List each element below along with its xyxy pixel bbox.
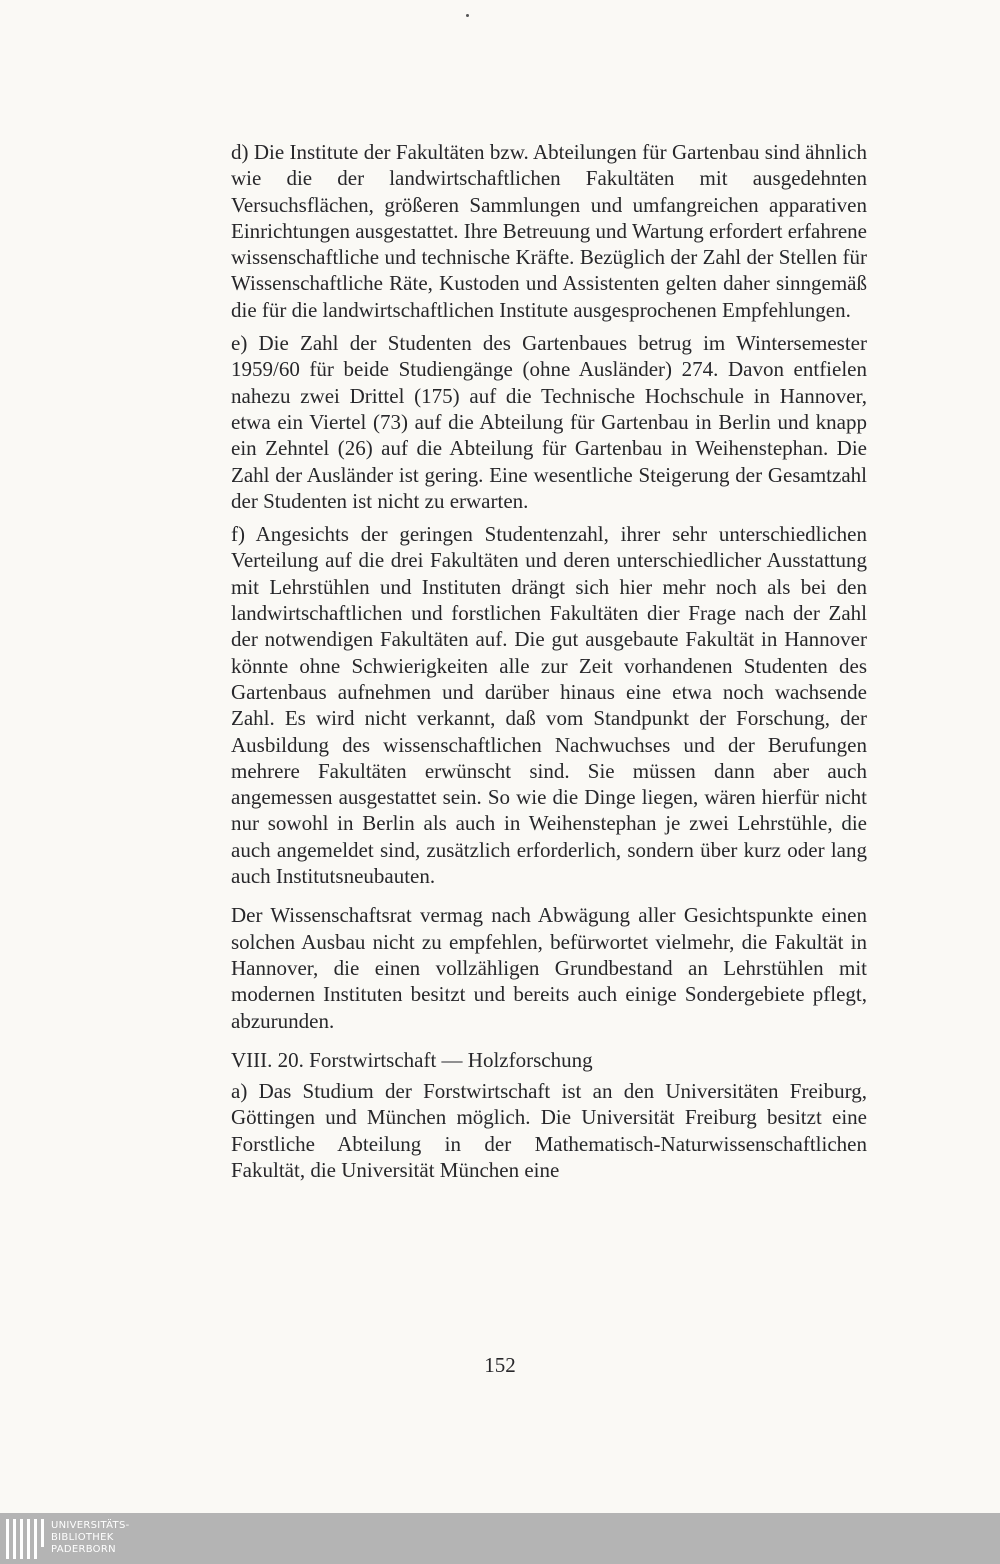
library-logo-icon xyxy=(6,1519,46,1559)
paragraph-recommendation: Der Wissenschaftsrat vermag nach Abwägung aller Gesichtspunkte einen solchen Ausbau nicht zu empfehlen, befürwortet vielmehr, die Fakultät in Hannover, die einen vollzähligen Grundbestand an Lehrstühlen mit modernen Instituten besitzt und bereits auch einige Sondergebiete pflegt, abzurunden. xyxy=(231,903,867,1033)
library-label-line: PADERBORN xyxy=(51,1544,116,1555)
library-label-line: BIBLIOTHEK xyxy=(51,1532,114,1543)
section-heading: VIII. 20. Forstwirtschaft — Holzforschung xyxy=(231,1047,593,1072)
library-footer xyxy=(0,1513,1000,1564)
paragraph-e: e) Die Zahl der Studenten des Gartenbaues betrug im Wintersemester 1959/60 für beide Studiengänge (ohne Ausländer) 274. Davon entfielen nahezu zwei Drittel (175) auf die Technische Hochschule in Hannover, etwa ein Viertel (73) auf die Abteilung für Gartenbau in Berlin und knapp ein Zehntel (26) auf die Abteilung für Gartenbau in Weihenstephan. Die Zahl der Ausländer ist gering. Eine wesentliche Steigerung der Gesamtzahl der Studenten ist nicht zu erwarten. xyxy=(231,331,867,513)
library-label xyxy=(51,1520,130,1556)
paragraph-d: d) Die Institute der Fakultäten bzw. Abteilungen für Gartenbau sind ähnlich wie die der landwirtschaftlichen Fakultäten mit ausgedehnten Versuchsflächen, größeren Sammlungen und umfangreichen apparativen Einrichtungen ausgestattet. Ihre Betreuung und Wartung erfordert erfahrene wissenschaftliche und technische Kräfte. Bezüglich der Zahl der Stellen für Wissenschaftliche Räte, Kustoden und Assistenten gelten daher sinngemäß die für die landwirtschaftlichen Institute ausgesprochenen Empfehlungen. xyxy=(231,140,867,322)
paragraph-a: a) Das Studium der Forstwirtschaft ist an den Universitäten Freiburg, Göttingen und München möglich. Die Universität Freiburg besitzt eine Forstliche Abteilung in der Mathematisch-Naturwissenschaftlichen Fakultät, die Universität München eine xyxy=(231,1079,867,1182)
paragraph-f: f) Angesichts der geringen Studentenzahl, ihrer sehr unterschiedlichen Verteilung auf die drei Fakultäten und deren unterschiedlicher Ausstattung mit Lehrstühlen und Instituten drängt sich hier mehr noch als bei den landwirtschaftlichen und forstlichen Fakultäten dier Frage nach der Zahl der notwendigen Fakultäten auf. Die gut ausgebaute Fakultät in Hannover könnte ohne Schwierigkeiten alle zur Zeit vorhandenen Studenten des Gartenbaus aufnehmen und darüber hinaus eine etwa noch wachsende Zahl. Es wird nicht verkannt, daß vom Standpunkt der Forschung, der Ausbildung des wissenschaftlichen Nachwuchses und der Berufungen mehrere Fakultäten erwünscht sind. Sie müssen dann aber auch angemessen ausgestattet sein. So wie die Dinge liegen, wären hierfür nicht nur sowohl in Berlin als auch in Weihenstephan je zwei Lehrstühle, die auch angemeldet sind, zusätzlich erforderlich, sondern über kurz oder lang auch Institutsneubauten. xyxy=(231,522,867,889)
page-number: 152 xyxy=(484,1353,516,1377)
library-label-line: UNIVERSITÄTS- xyxy=(51,1520,130,1531)
scan-speck xyxy=(466,14,469,17)
body-text xyxy=(231,139,867,1190)
